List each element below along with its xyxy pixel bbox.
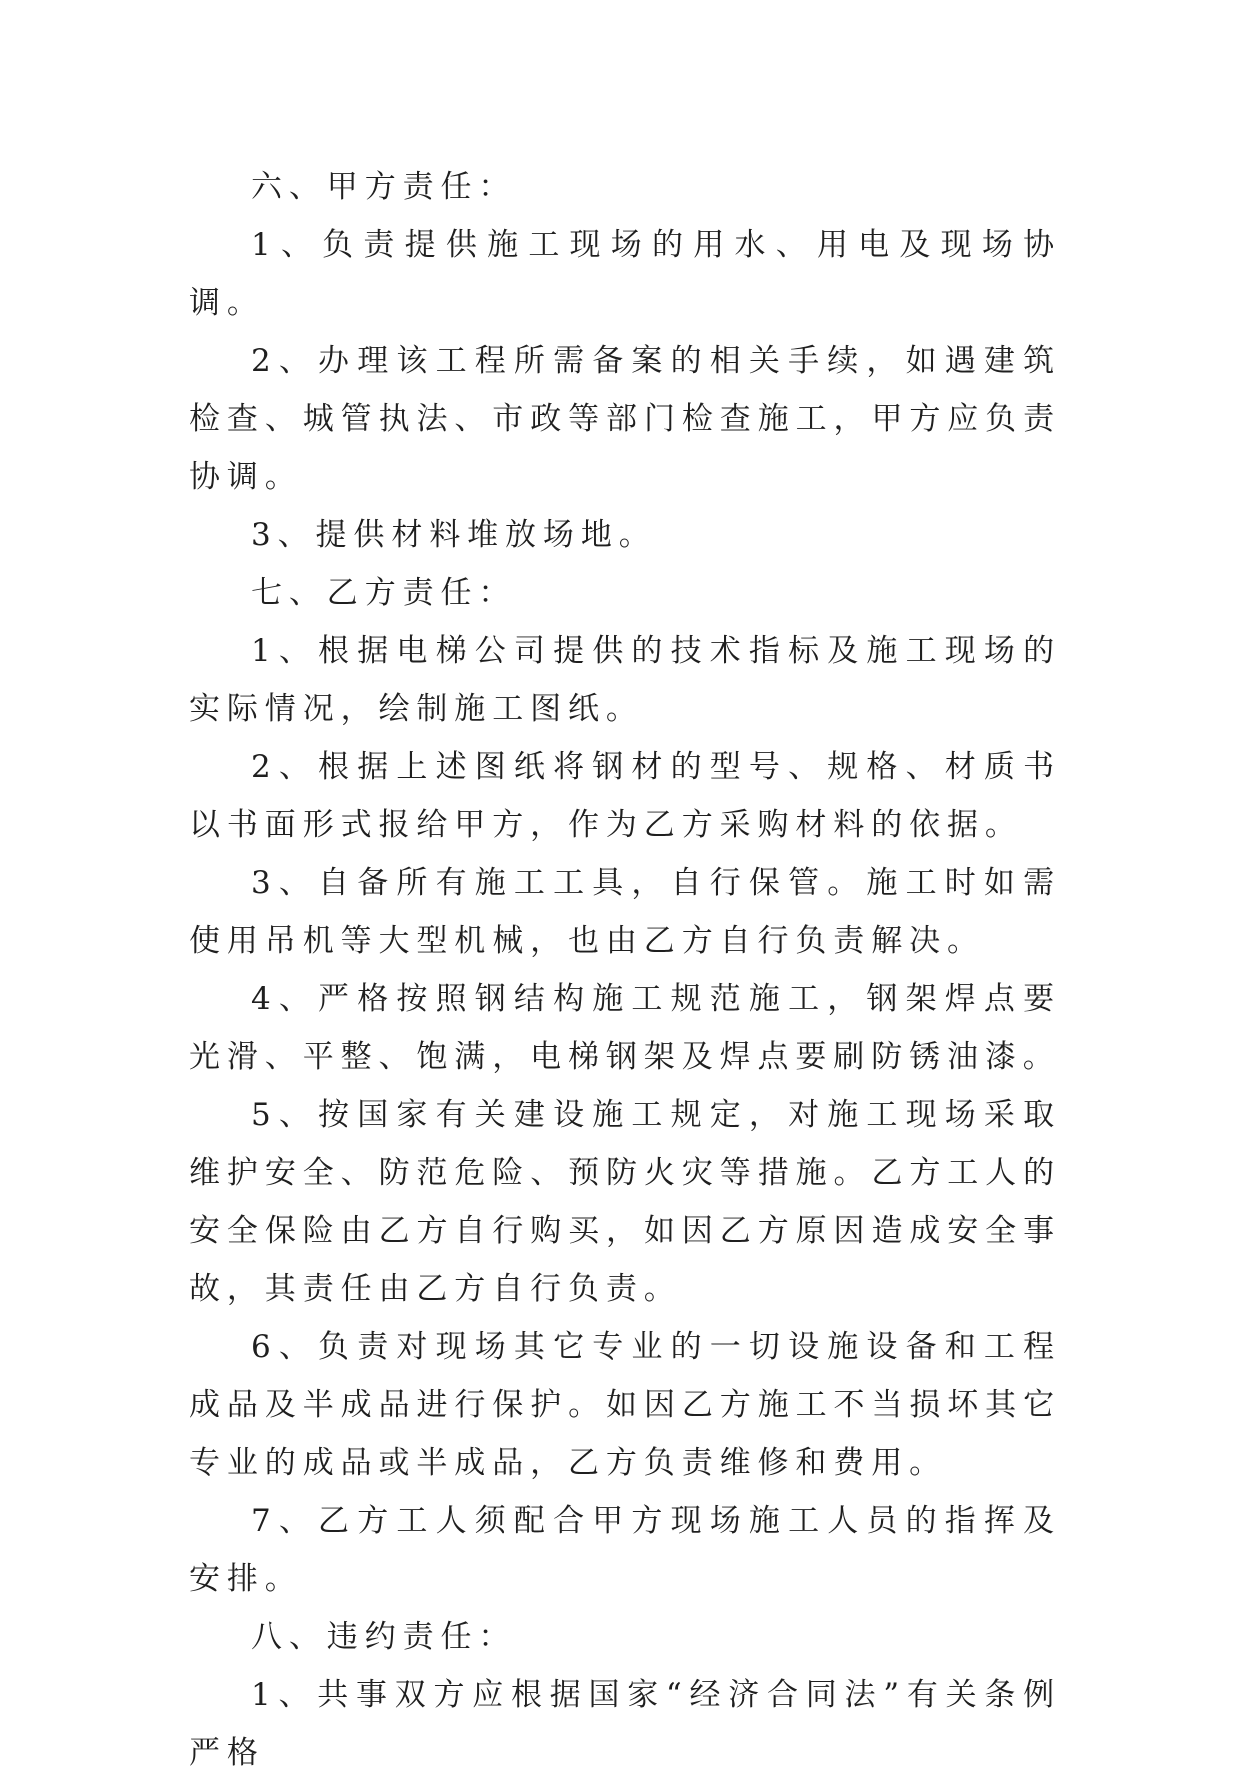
paragraph: 5、按国家有关建设施工规定，对施工现场采取维护安全、防范危险、预防火灾等措施。乙方工人的安全保险由乙方自行购买，如因乙方原因造成安全事故，其责任由乙方自行负责。 xyxy=(189,1097,1061,1307)
paragraph: 4、严格按照钢结构施工规范施工，钢架焊点要光滑、平整、饱满，电梯钢架及焊点要刷防锈油漆。 xyxy=(189,981,1061,1075)
paragraph: 2、根据上述图纸将钢材的型号、规格、材质书以书面形式报给甲方，作为乙方采购材料的依据。 xyxy=(189,749,1061,843)
section-heading-party-a: 六、甲方责任： xyxy=(251,169,517,205)
paragraph: 1、共事双方应根据国家“经济合同法”有关条例严格 xyxy=(189,1677,1061,1771)
paragraph: 6、负责对现场其它专业的一切设施设备和工程成品及半成品进行保护。如因乙方施工不当损坏其它专业的成品或半成品，乙方负责维修和费用。 xyxy=(189,1329,1061,1481)
paragraph: 1、负责提供施工现场的用水、用电及现场协调。 xyxy=(189,227,1061,321)
section-heading-breach: 八、违约责任： xyxy=(251,1619,517,1655)
document-body xyxy=(189,158,1061,1782)
paragraph: 3、提供材料堆放场地。 xyxy=(251,517,657,553)
paragraph: 3、自备所有施工工具，自行保管。施工时如需使用吊机等大型机械，也由乙方自行负责解决。 xyxy=(189,865,1061,959)
paragraph: 7、乙方工人须配合甲方现场施工人员的指挥及安排。 xyxy=(189,1503,1061,1597)
section-heading-party-b: 七、乙方责任： xyxy=(251,575,517,611)
paragraph: 1、根据电梯公司提供的技术指标及施工现场的实际情况，绘制施工图纸。 xyxy=(189,633,1061,727)
paragraph: 2、办理该工程所需备案的相关手续，如遇建筑检查、城管执法、市政等部门检查施工，甲方应负责协调。 xyxy=(189,343,1061,495)
